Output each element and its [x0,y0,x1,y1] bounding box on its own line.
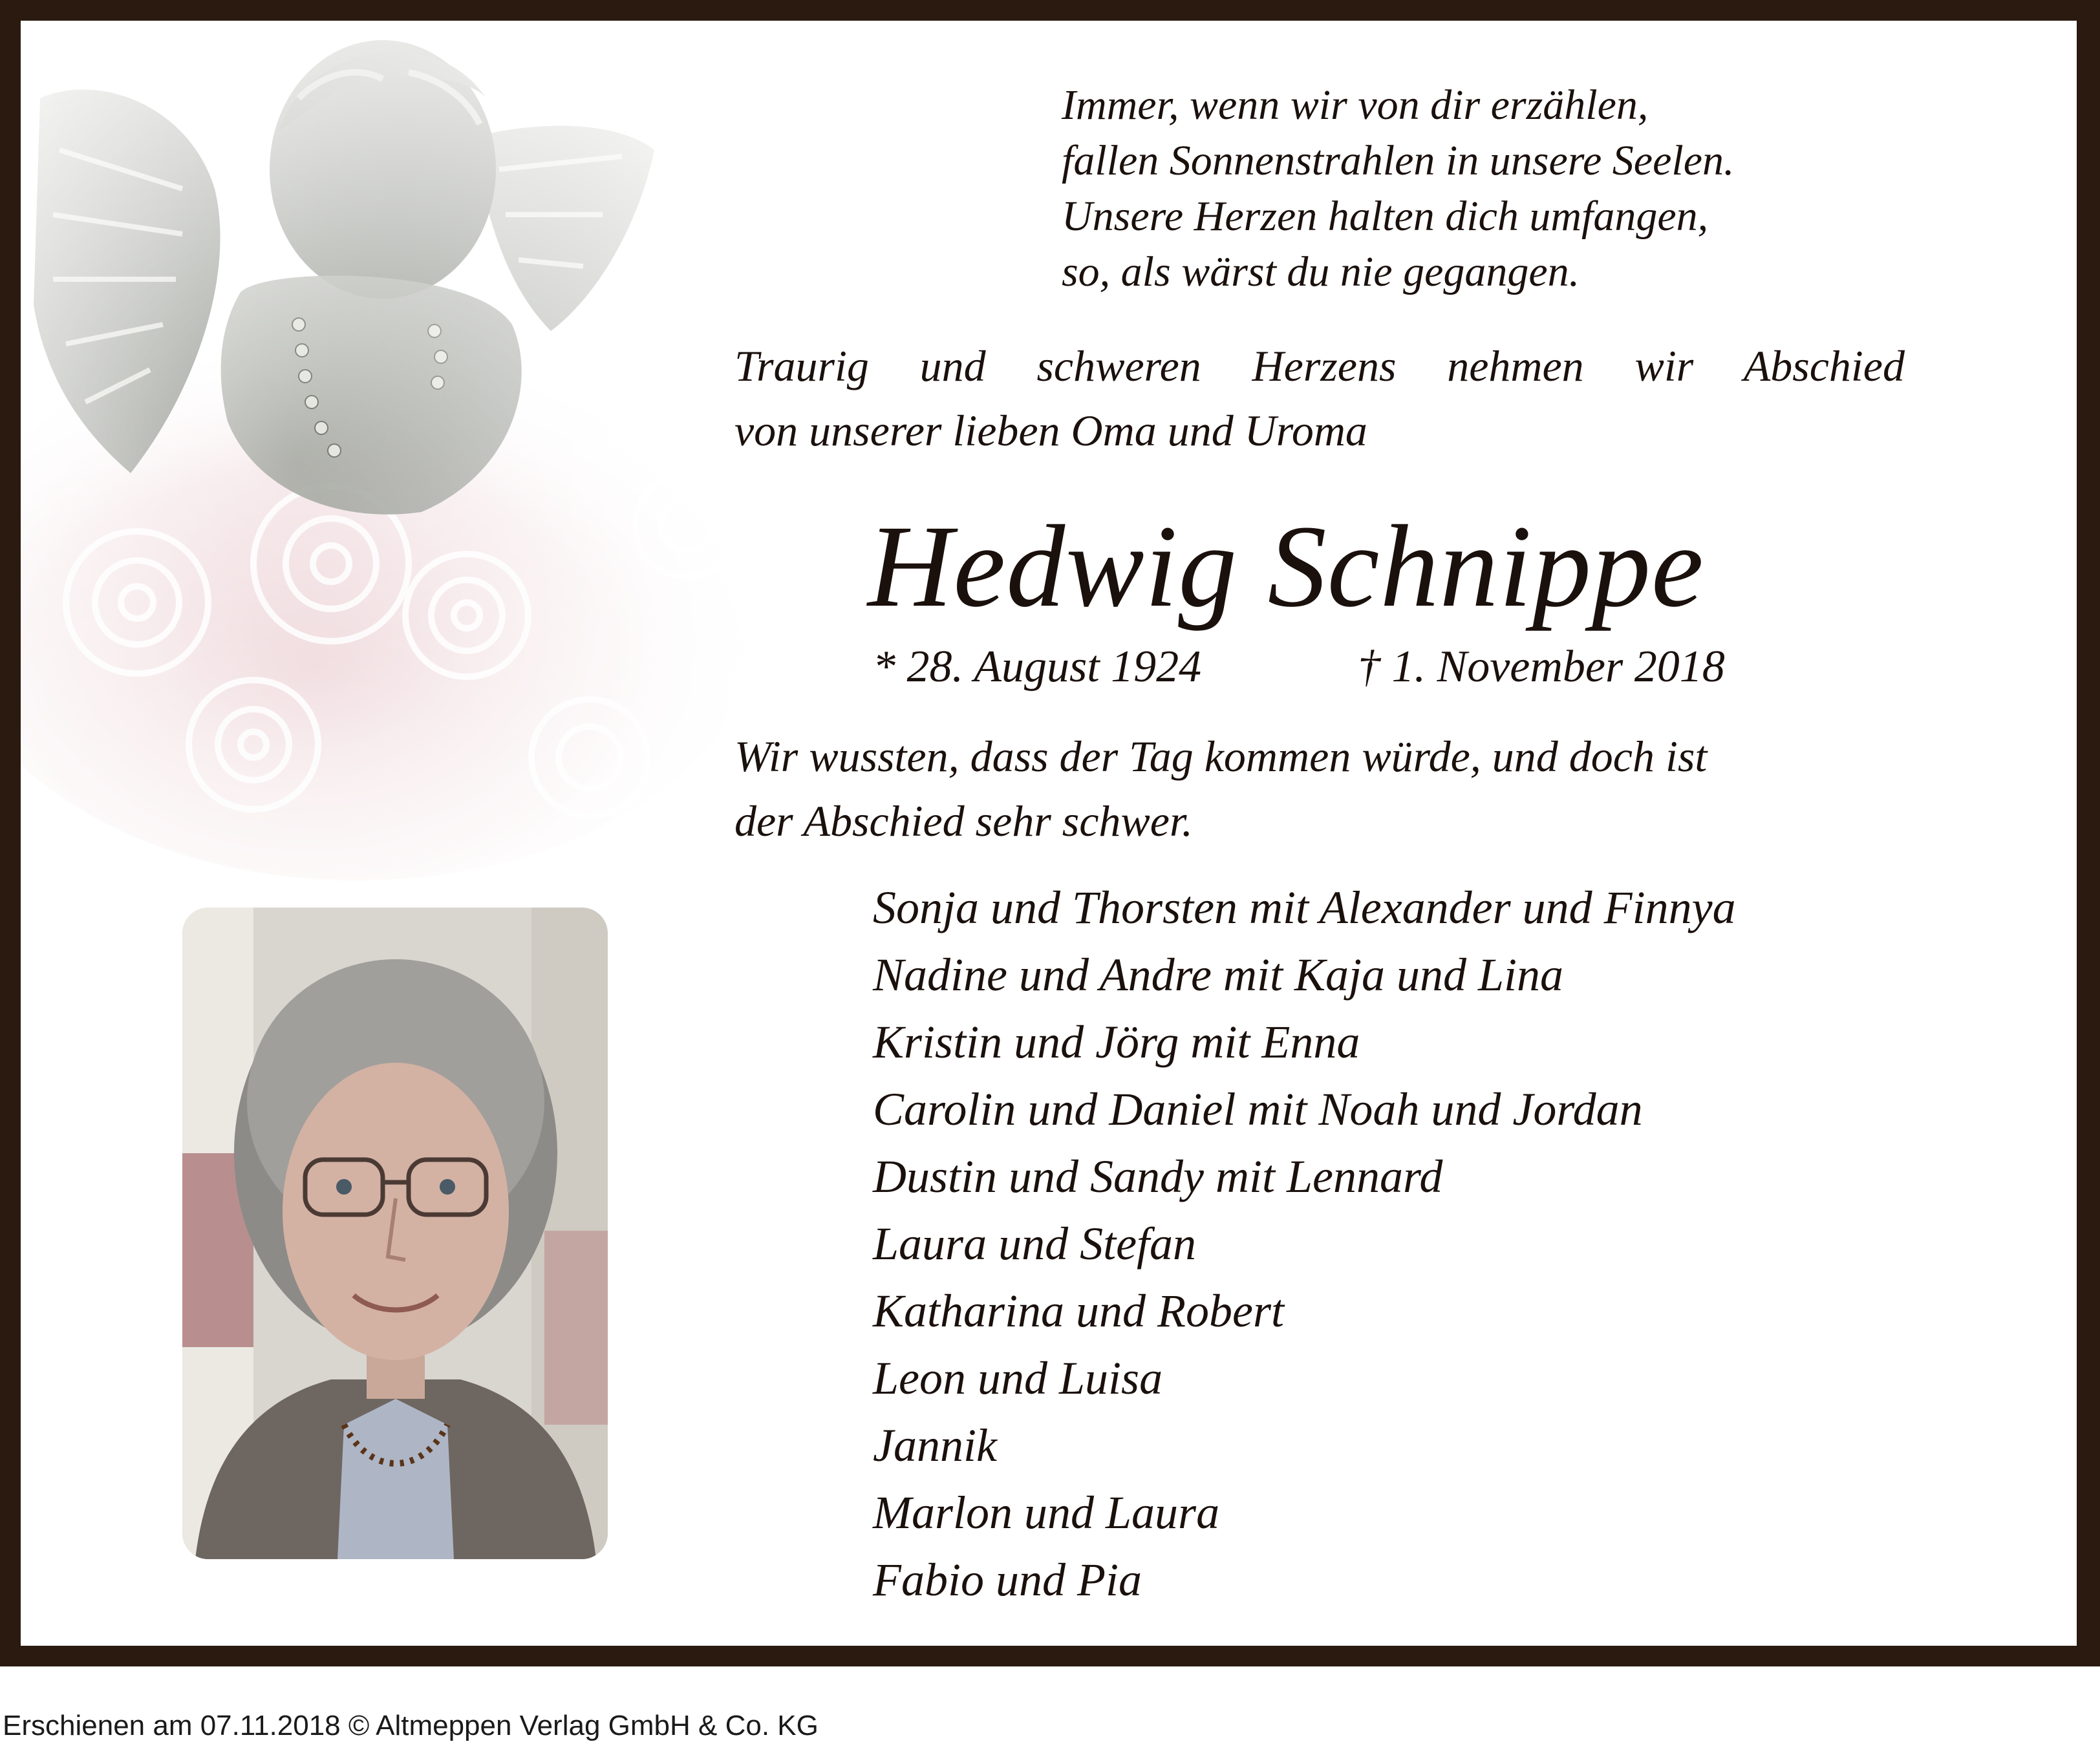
poem-line: so, als wärst du nie gegangen. [1062,248,1580,295]
family-member: Leon und Luisa [873,1352,1163,1404]
family-member: Laura und Stefan [873,1218,1197,1270]
family-member: Carolin und Daniel mit Noah und Jordan [873,1083,1643,1135]
death-date: † 1. November 2018 [1358,642,1725,692]
obituary-notice [21,21,2077,1646]
intro-line: von unserer lieben Oma und Uroma [734,406,1367,455]
family-member: Sonja und Thorsten mit Alexander und Finnya [873,882,1736,933]
family-member: Dustin und Sandy mit Lennard [873,1151,1443,1202]
poem-line: Immer, wenn wir von dir erzählen, [1062,81,1649,129]
poem-line: fallen Sonnenstrahlen in unsere Seelen. [1062,137,1735,184]
family-member: Marlon und Laura [873,1487,1220,1538]
deceased-name: Hedwig Schnippe [868,502,1704,632]
intro-line: Traurig und schweren Herzens nehmen wir Abschied [734,341,1905,390]
poem [1062,78,1735,300]
family-member: Nadine und Andre mit Kaja und Lina [873,949,1564,1001]
closing-line: Wir wussten, dass der Tag kommen würde, und doch ist [734,732,1708,781]
family-list [873,874,1736,1613]
family-member: Jannik [873,1420,997,1471]
family-member: Fabio und Pia [873,1554,1142,1606]
family-member: Kristin und Jörg mit Enna [873,1016,1360,1068]
intro-text [734,334,1905,463]
portrait-photo [182,908,608,1559]
closing-text [734,724,1707,853]
family-member: Katharina und Robert [873,1285,1285,1337]
closing-line: der Abschied sehr schwer. [734,796,1193,846]
birth-date: * 28. August 1924 [873,642,1202,692]
angel-rose-ornament [21,21,809,900]
publication-footer: Erschienen am 07.11.2018 © Altmeppen Verlag GmbH & Co. KG [3,1710,819,1741]
poem-line: Unsere Herzen halten dich umfangen, [1062,193,1709,240]
life-dates [873,638,1725,696]
